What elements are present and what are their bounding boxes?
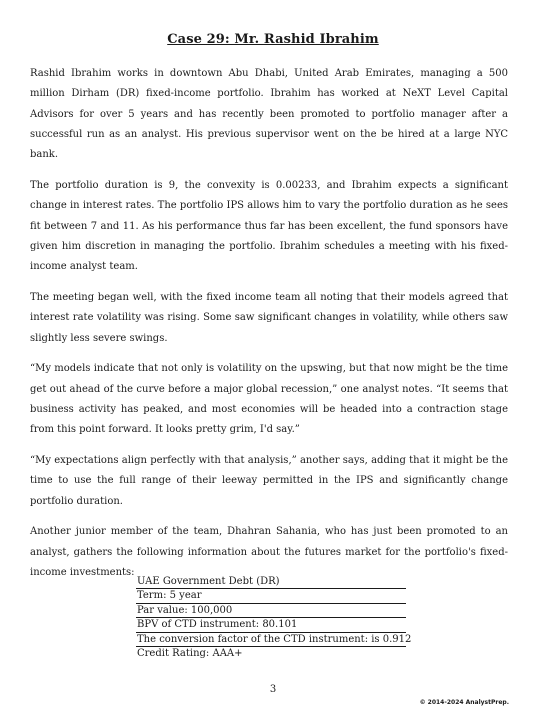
- paragraph-intro: Rashid Ibrahim works in downtown Abu Dhabi, United Arab Emirates, managing a 500 million Dirham (DR) fixed-income portfolio. Ibrahim has worked at NeXT Level Capital Advisors for over 5 years and has recently been promoted to portfolio manager after a successful run as an analyst. His previous supervisor went on the be hired at a large NYC bank.: [30, 68, 508, 161]
- info-row-bpv: BPV of CTD instrument: 80.101: [136, 618, 406, 632]
- case-title: Case 29: Mr. Rashid Ibrahim: [167, 32, 379, 47]
- info-row-credit-rating: Credit Rating: AAA+: [137, 648, 243, 660]
- paragraph-second-quote: “My expectations align perfectly with that analysis,” another says, adding that it might be the time to use the full range of their leeway permitted in the IPS and significantly change portfolio duration.: [30, 455, 508, 507]
- info-row-header: UAE Government Debt (DR): [136, 575, 406, 589]
- paragraph-portfolio: The portfolio duration is 9, the convexity is 0.00233, and Ibrahim expects a significant change in interest rates. The portfolio IPS allows him to vary the portfolio duration as he sees fit between 7 and 11. As his performance thus far has been excellent, the fund sponsors have given him discretion in managing the portfolio. Ibrahim schedules a meeting with his fixed-income analyst team.: [30, 179, 508, 273]
- info-row-term: Term: 5 year: [136, 589, 406, 603]
- page-number: 3: [269, 684, 277, 695]
- paragraph-meeting: The meeting began well, with the fixed income team all noting that their models agreed that interest rate volatility was rising. Some saw significant changes in volatility, while others saw slightly less severe swings.: [30, 291, 508, 344]
- paragraph-analyst-quote: “My models indicate that not only is volatility on the upswing, but that now might be the time get out ahead of the curve before a major global recession,” one analyst notes. “It seems that business activity has peaked, and most economies will be headed into a contraction stage from this point forward. It looks pretty grim, I'd say.”: [30, 363, 508, 436]
- info-row-conversion-factor: The conversion factor of the CTD instrument: is 0.912: [136, 633, 406, 647]
- paragraph-junior-analyst: Another junior member of the team, Dhahran Sahania, who has just been promoted to an analyst, gathers the following information about the futures market for the portfolio's fixed-income investments:: [30, 526, 508, 579]
- futures-info-table: [136, 575, 412, 660]
- info-row-par-value: Par value: 100,000: [136, 604, 406, 618]
- case-body: [30, 64, 508, 594]
- copyright-notice: © 2014-2024 AnalystPrep.: [419, 699, 509, 706]
